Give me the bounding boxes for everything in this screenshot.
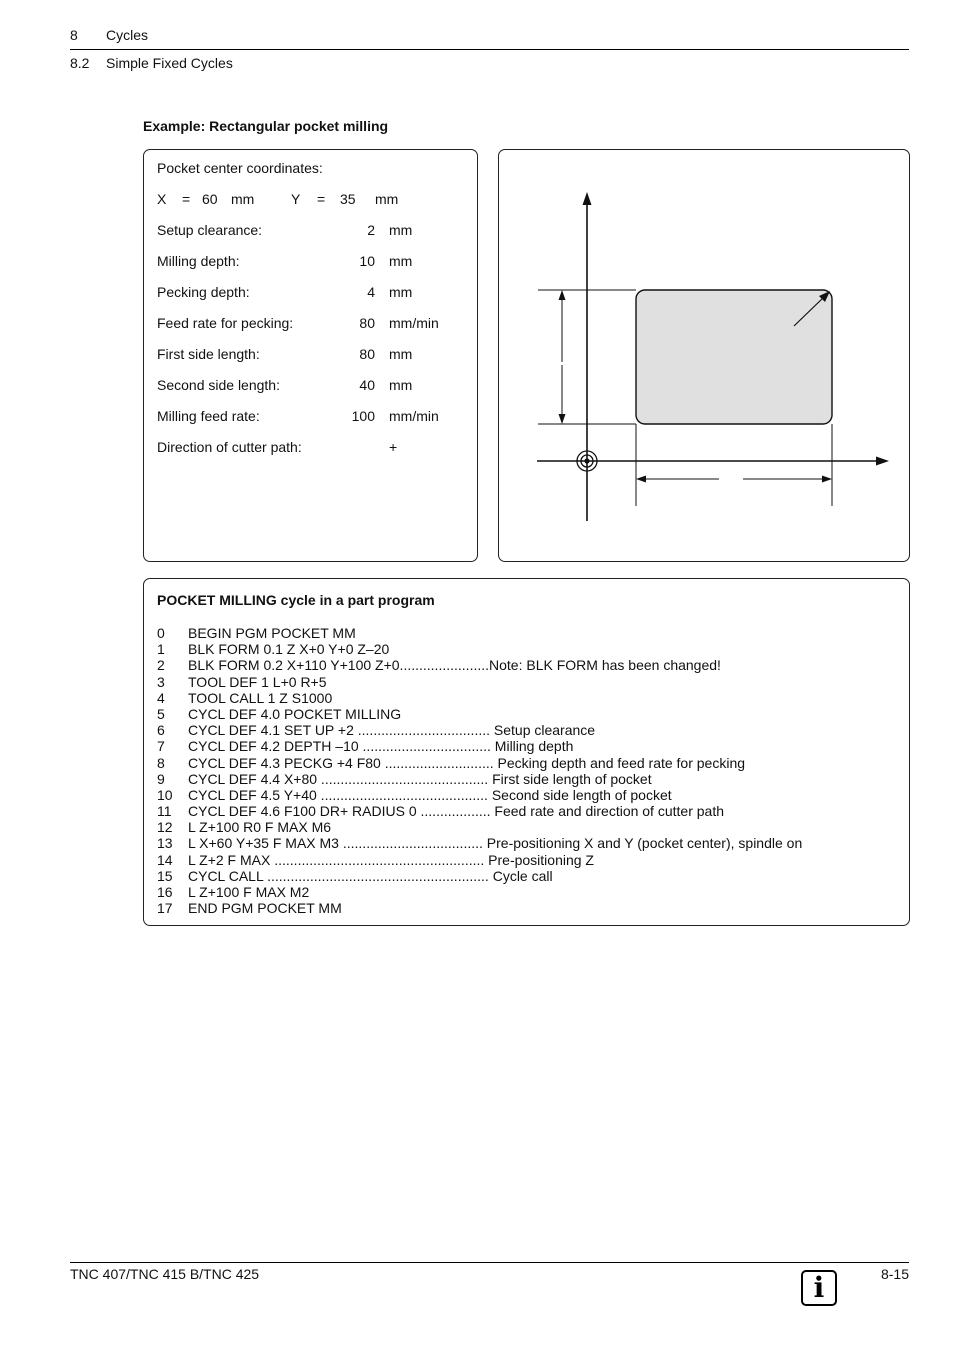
line-code: CYCL DEF 4.5 Y+40 ........................................... Second side length of pocket [188,786,672,803]
line-number: 4 [157,689,165,706]
line-number: 5 [157,705,165,722]
line-number: 17 [157,900,173,917]
param-y-equals: = [317,191,326,207]
line-code: BEGIN PGM POCKET MM [188,625,356,641]
y-axis-arrowhead [583,192,592,205]
page-number: 8-15 [880,1266,909,1282]
param-unit: mm [389,346,413,362]
origin-dot-icon [584,458,589,463]
line-number: 11 [157,803,172,820]
param-x-unit: mm [231,191,255,207]
pocket-drawing [498,149,910,562]
line-code: TOOL CALL 1 Z S1000 [188,689,333,706]
param-label: Pecking depth: [157,284,250,300]
param-value: 80 [359,346,375,362]
param-unit: + [389,439,398,455]
line-number: 3 [157,673,165,690]
section-title: Simple Fixed Cycles [106,55,233,71]
param-value: 80 [359,315,375,331]
param-y-value: 35 [340,191,356,207]
chapter-title: Cycles [106,27,149,43]
line-number: 2 [157,657,165,674]
footer-model: TNC 407/TNC 415 B/TNC 425 [70,1266,260,1282]
height-arrow-bottom [559,414,566,424]
param-label: Direction of cutter path: [157,439,302,455]
line-code: BLK FORM 0.1 Z X+0 Y+0 Z–20 [188,641,390,658]
line-number: 7 [157,738,165,755]
line-code: L X+60 Y+35 F MAX M3 .................................... Pre-positioning X and Y (pocket center), spindle on [188,835,803,852]
param-label: Setup clearance: [157,222,263,238]
param-label: Feed rate for pecking: [157,315,294,331]
line-number: 1 [157,641,165,658]
line-code: CYCL DEF 4.6 F100 DR+ RADIUS 0 .................. Feed rate and direction of cutter path [188,803,724,820]
x-axis-arrowhead [876,457,889,466]
line-code: END PGM POCKET MM [188,900,342,917]
width-arrow-right [822,476,832,483]
line-number: 6 [157,722,165,739]
line-code: L Z+100 R0 F MAX M6 [188,819,332,836]
width-arrow-left [636,476,646,483]
program-title: POCKET MILLING cycle in a part program [157,592,435,608]
param-unit: mm [389,253,413,269]
line-code: CYCL CALL ......................................................... Cycle call [188,867,553,884]
param-y-unit: mm [375,191,399,207]
param-value: 2 [367,222,375,238]
param-value: 100 [351,408,375,424]
line-number: 16 [157,884,173,900]
height-arrow-top [559,290,566,300]
line-number: 13 [157,835,173,852]
line-number: 10 [157,786,173,803]
param-label: Second side length: [157,377,280,393]
param-x-equals: = [182,191,191,207]
info-icon: i [801,1270,837,1306]
param-value: 10 [359,253,375,269]
param-x-value: 60 [202,191,218,207]
line-code: L Z+100 F MAX M2 [188,884,310,900]
footer-rule [70,1262,909,1263]
line-code: CYCL DEF 4.3 PECKG +4 F80 ............................ Pecking depth and feed rate for pecking [188,754,746,771]
line-number: 12 [157,819,173,836]
line-code: L Z+2 F MAX ...................................................... Pre-positioning Z [188,851,594,868]
line-code: CYCL DEF 4.0 POCKET MILLING [188,705,402,722]
example-title: Example: Rectangular pocket milling [143,118,389,134]
param-unit: mm/min [389,408,439,424]
line-number: 0 [157,625,165,641]
line-code: BLK FORM 0.2 X+110 Y+100 Z+0.......................Note: BLK FORM has been changed! [188,657,721,674]
line-code: CYCL DEF 4.2 DEPTH –10 ................................. Milling depth [188,738,574,755]
param-x-label: X [157,191,167,207]
line-code: CYCL DEF 4.1 SET UP +2 .................................. Setup clearance [188,722,596,739]
param-unit: mm [389,377,413,393]
param-unit: mm [389,284,413,300]
header-rule [70,49,909,50]
param-value: 4 [367,284,375,300]
line-number: 8 [157,754,165,771]
param-label: Milling depth: [157,253,240,269]
param-y-label: Y [291,191,301,207]
chapter-number: 8 [70,27,78,43]
line-number: 9 [157,770,165,787]
param-label: Milling feed rate: [157,408,260,424]
param-unit: mm [389,222,413,238]
param-unit: mm/min [389,315,439,331]
param-value: 40 [359,377,375,393]
section-number: 8.2 [70,55,90,71]
line-code: CYCL DEF 4.4 X+80 ........................................... First side length of pocket [188,770,652,787]
line-number: 14 [157,851,173,868]
line-code: TOOL DEF 1 L+0 R+5 [188,673,327,690]
param-center-label: Pocket center coordinates: [157,160,323,176]
pocket-rectangle [636,290,832,424]
line-number: 15 [157,867,173,884]
param-label: First side length: [157,346,260,362]
